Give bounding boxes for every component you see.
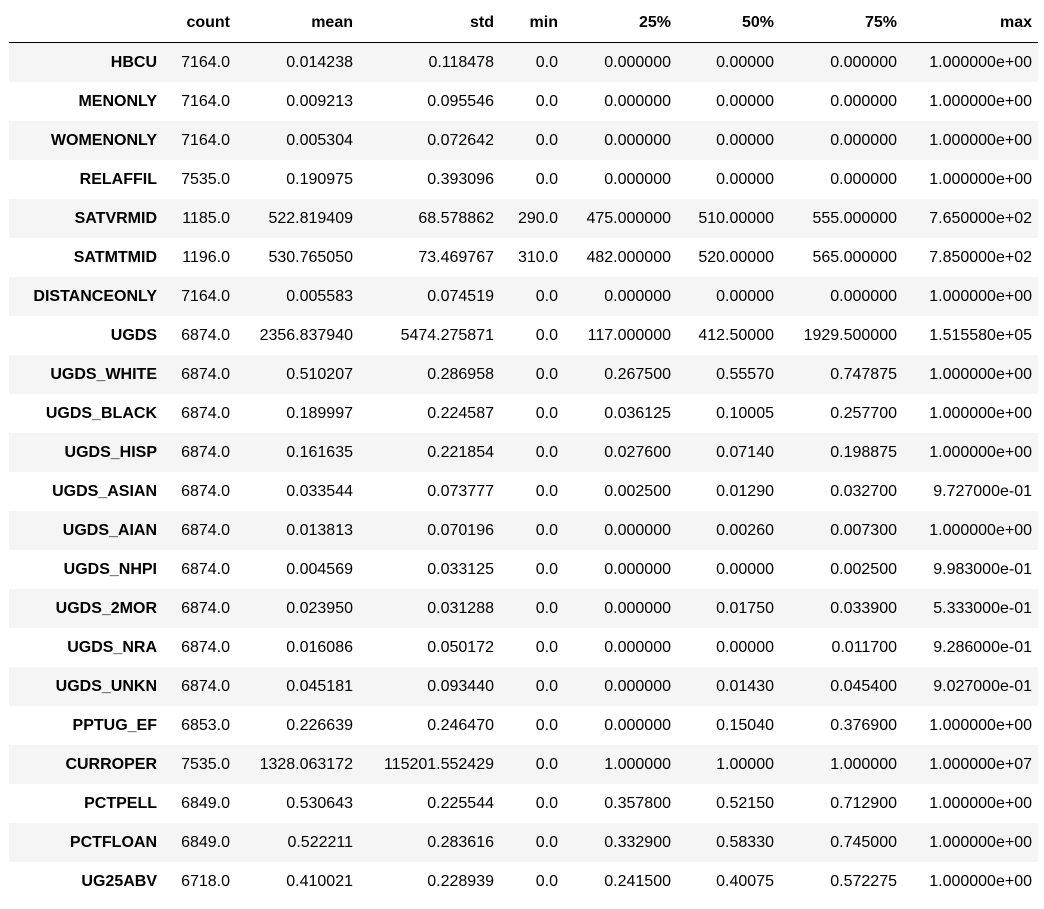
row-label: UGDS_NRA <box>67 638 157 656</box>
cell-50pct: 0.58330 <box>716 833 774 851</box>
cell-count: 1196.0 <box>182 248 230 266</box>
cell-mean: 530.765050 <box>268 248 353 266</box>
cell-max: 1.000000e+00 <box>929 365 1032 383</box>
row-label: SATMTMID <box>73 248 157 266</box>
cell-std: 0.031288 <box>427 599 494 617</box>
cell-50pct: 0.00000 <box>716 131 774 149</box>
cell-std: 0.246470 <box>427 716 494 734</box>
cell-mean: 0.530643 <box>286 794 353 812</box>
cell-min: 0.0 <box>535 131 558 149</box>
cell-min: 0.0 <box>535 443 558 461</box>
table-header <box>9 4 1038 43</box>
cell-max: 1.000000e+00 <box>929 53 1032 71</box>
cell-min: 0.0 <box>535 404 558 422</box>
cell-mean: 0.045181 <box>286 677 353 695</box>
table-row <box>9 394 1038 433</box>
cell-75pct: 0.032700 <box>830 482 897 500</box>
table-row <box>9 355 1038 394</box>
cell-max: 1.000000e+00 <box>929 521 1032 539</box>
table-row <box>9 667 1038 706</box>
cell-50pct: 0.00000 <box>716 287 774 305</box>
cell-50pct: 0.01290 <box>716 482 774 500</box>
column-header-count: count <box>163 4 236 43</box>
cell-min: 0.0 <box>535 170 558 188</box>
cell-count: 6874.0 <box>181 521 230 539</box>
cell-std: 73.469767 <box>418 248 494 266</box>
cell-max: 1.515580e+05 <box>929 326 1032 344</box>
row-label: CURROPER <box>65 755 157 773</box>
cell-25pct: 0.241500 <box>604 872 671 890</box>
cell-min: 0.0 <box>535 92 558 110</box>
index-header <box>9 4 163 43</box>
row-label: UGDS_UNKN <box>55 677 157 695</box>
cell-max: 9.027000e-01 <box>933 677 1032 695</box>
cell-min: 0.0 <box>535 521 558 539</box>
cell-std: 0.228939 <box>427 872 494 890</box>
cell-min: 0.0 <box>535 53 558 71</box>
cell-mean: 0.522211 <box>287 833 353 851</box>
cell-25pct: 0.267500 <box>604 365 671 383</box>
table-row <box>9 199 1038 238</box>
cell-75pct: 555.000000 <box>812 209 897 227</box>
table-row <box>9 316 1038 355</box>
cell-75pct: 0.000000 <box>830 170 897 188</box>
cell-min: 0.0 <box>535 677 558 695</box>
cell-mean: 0.016086 <box>286 638 353 656</box>
cell-count: 7164.0 <box>181 287 230 305</box>
cell-50pct: 412.50000 <box>698 326 774 344</box>
cell-mean: 0.161635 <box>286 443 353 461</box>
cell-50pct: 0.01430 <box>716 677 774 695</box>
cell-max: 1.000000e+00 <box>929 872 1032 890</box>
header-row <box>9 4 1038 43</box>
cell-50pct: 0.00000 <box>716 53 774 71</box>
cell-mean: 0.005583 <box>286 287 353 305</box>
row-label: UGDS_NHPI <box>63 560 157 578</box>
row-label: UGDS_2MOR <box>55 599 157 617</box>
table-body <box>9 43 1038 902</box>
cell-min: 290.0 <box>517 209 558 227</box>
cell-count: 6849.0 <box>181 794 230 812</box>
table-row <box>9 550 1038 589</box>
cell-count: 6718.0 <box>181 872 230 890</box>
row-label: UGDS_WHITE <box>50 365 157 383</box>
cell-min: 0.0 <box>535 599 558 617</box>
table-row <box>9 160 1038 199</box>
cell-count: 6874.0 <box>181 638 230 656</box>
cell-min: 0.0 <box>535 638 558 656</box>
cell-75pct: 0.572275 <box>830 872 897 890</box>
cell-std: 0.050172 <box>427 638 494 656</box>
cell-min: 0.0 <box>535 365 558 383</box>
cell-mean: 0.005304 <box>286 131 353 149</box>
cell-50pct: 0.55570 <box>716 365 774 383</box>
row-label: RELAFFIL <box>79 170 157 188</box>
row-label: UGDS_HISP <box>64 443 157 461</box>
cell-std: 0.221854 <box>427 443 494 461</box>
cell-count: 7164.0 <box>181 53 230 71</box>
row-label: UGDS_BLACK <box>45 404 157 422</box>
cell-mean: 0.190975 <box>286 170 353 188</box>
cell-mean: 522.819409 <box>268 209 353 227</box>
cell-75pct: 0.011700 <box>831 638 897 656</box>
cell-count: 1185.0 <box>182 209 230 227</box>
cell-25pct: 475.000000 <box>586 209 671 227</box>
table-row <box>9 238 1038 277</box>
cell-count: 6874.0 <box>181 326 230 344</box>
cell-min: 0.0 <box>535 833 558 851</box>
cell-75pct: 0.747875 <box>830 365 897 383</box>
column-header-25pct: 25% <box>564 4 677 43</box>
table-row <box>9 121 1038 160</box>
cell-mean: 0.510207 <box>286 365 353 383</box>
cell-25pct: 482.000000 <box>586 248 671 266</box>
cell-max: 1.000000e+00 <box>929 833 1032 851</box>
cell-50pct: 0.00000 <box>716 560 774 578</box>
cell-25pct: 0.000000 <box>604 716 671 734</box>
cell-25pct: 0.000000 <box>604 599 671 617</box>
cell-max: 7.850000e+02 <box>929 248 1032 266</box>
cell-std: 68.578862 <box>418 209 494 227</box>
cell-25pct: 0.357800 <box>604 794 671 812</box>
cell-max: 9.727000e-01 <box>933 482 1032 500</box>
cell-50pct: 0.10005 <box>716 404 774 422</box>
cell-75pct: 0.712900 <box>830 794 897 812</box>
cell-25pct: 0.332900 <box>604 833 671 851</box>
cell-max: 5.333000e-01 <box>933 599 1032 617</box>
cell-std: 0.070196 <box>427 521 494 539</box>
row-label: DISTANCEONLY <box>33 287 157 305</box>
cell-max: 1.000000e+00 <box>929 443 1032 461</box>
column-header-mean: mean <box>236 4 359 43</box>
cell-25pct: 0.000000 <box>604 131 671 149</box>
row-label: UGDS_ASIAN <box>52 482 157 500</box>
cell-50pct: 0.00000 <box>716 170 774 188</box>
cell-max: 9.983000e-01 <box>933 560 1032 578</box>
row-label: UG25ABV <box>81 872 157 890</box>
table-row <box>9 82 1038 121</box>
table-row <box>9 433 1038 472</box>
cell-std: 0.073777 <box>427 482 494 500</box>
cell-25pct: 0.000000 <box>604 560 671 578</box>
table-row <box>9 706 1038 745</box>
column-header-max: max <box>903 4 1038 43</box>
cell-mean: 2356.837940 <box>259 326 353 344</box>
cell-mean: 0.013813 <box>286 521 353 539</box>
row-label: PCTPELL <box>84 794 157 812</box>
row-label: PPTUG_EF <box>72 716 157 734</box>
cell-75pct: 0.000000 <box>830 287 897 305</box>
cell-25pct: 1.000000 <box>604 755 671 773</box>
cell-50pct: 0.01750 <box>716 599 774 617</box>
cell-min: 0.0 <box>535 560 558 578</box>
cell-25pct: 0.000000 <box>604 53 671 71</box>
cell-75pct: 0.257700 <box>830 404 897 422</box>
cell-mean: 0.004569 <box>286 560 353 578</box>
cell-50pct: 0.15040 <box>716 716 774 734</box>
cell-max: 1.000000e+00 <box>929 716 1032 734</box>
row-label: UGDS_AIAN <box>62 521 157 539</box>
cell-75pct: 1929.500000 <box>803 326 897 344</box>
cell-std: 0.283616 <box>427 833 494 851</box>
cell-75pct: 0.002500 <box>830 560 897 578</box>
cell-count: 6874.0 <box>181 677 230 695</box>
cell-25pct: 0.000000 <box>604 92 671 110</box>
cell-mean: 0.226639 <box>286 716 353 734</box>
cell-std: 5474.275871 <box>400 326 494 344</box>
cell-count: 7164.0 <box>181 92 230 110</box>
cell-count: 6874.0 <box>181 443 230 461</box>
cell-25pct: 0.000000 <box>604 287 671 305</box>
cell-25pct: 0.027600 <box>604 443 671 461</box>
cell-75pct: 0.000000 <box>830 53 897 71</box>
row-label: PCTFLOAN <box>69 833 157 851</box>
cell-mean: 0.189997 <box>286 404 353 422</box>
table-row <box>9 589 1038 628</box>
cell-mean: 0.033544 <box>286 482 353 500</box>
row-label: HBCU <box>110 53 157 71</box>
cell-75pct: 1.000000 <box>830 755 897 773</box>
cell-max: 1.000000e+00 <box>929 131 1032 149</box>
cell-25pct: 0.036125 <box>604 404 671 422</box>
row-label: SATVRMID <box>74 209 157 227</box>
cell-50pct: 0.00260 <box>716 521 774 539</box>
table-row <box>9 628 1038 667</box>
column-header-75pct: 75% <box>780 4 903 43</box>
cell-count: 6874.0 <box>181 482 230 500</box>
column-header-50pct: 50% <box>677 4 780 43</box>
cell-75pct: 0.198875 <box>830 443 897 461</box>
cell-50pct: 0.52150 <box>716 794 774 812</box>
cell-count: 7535.0 <box>181 170 230 188</box>
cell-75pct: 0.033900 <box>830 599 897 617</box>
cell-max: 1.000000e+00 <box>929 287 1032 305</box>
cell-25pct: 0.000000 <box>604 638 671 656</box>
table-row <box>9 745 1038 784</box>
cell-std: 0.033125 <box>427 560 494 578</box>
cell-count: 6874.0 <box>181 404 230 422</box>
cell-50pct: 0.00000 <box>716 92 774 110</box>
cell-count: 6849.0 <box>181 833 230 851</box>
cell-count: 6853.0 <box>181 716 230 734</box>
row-label: WOMENONLY <box>50 131 157 149</box>
cell-max: 1.000000e+07 <box>929 755 1032 773</box>
cell-mean: 1328.063172 <box>259 755 353 773</box>
table-row <box>9 472 1038 511</box>
cell-min: 0.0 <box>535 287 558 305</box>
cell-min: 0.0 <box>535 755 558 773</box>
cell-25pct: 0.000000 <box>604 170 671 188</box>
cell-std: 0.393096 <box>427 170 494 188</box>
cell-75pct: 0.000000 <box>830 131 897 149</box>
cell-25pct: 0.002500 <box>604 482 671 500</box>
cell-std: 0.225544 <box>427 794 494 812</box>
table-row <box>9 511 1038 550</box>
cell-std: 0.224587 <box>427 404 494 422</box>
cell-count: 6874.0 <box>181 365 230 383</box>
table-row <box>9 823 1038 862</box>
cell-count: 6874.0 <box>181 599 230 617</box>
cell-75pct: 0.376900 <box>830 716 897 734</box>
cell-75pct: 0.745000 <box>830 833 897 851</box>
cell-50pct: 520.00000 <box>698 248 774 266</box>
cell-mean: 0.009213 <box>286 92 353 110</box>
cell-std: 0.074519 <box>427 287 494 305</box>
describe-table <box>9 4 1038 901</box>
cell-75pct: 565.000000 <box>812 248 897 266</box>
cell-max: 1.000000e+00 <box>929 794 1032 812</box>
cell-25pct: 117.000000 <box>587 326 671 344</box>
cell-50pct: 510.00000 <box>698 209 774 227</box>
cell-min: 310.0 <box>517 248 558 266</box>
cell-max: 1.000000e+00 <box>929 92 1032 110</box>
cell-mean: 0.410021 <box>286 872 353 890</box>
cell-50pct: 1.00000 <box>716 755 774 773</box>
cell-std: 0.286958 <box>427 365 494 383</box>
cell-max: 1.000000e+00 <box>929 170 1032 188</box>
cell-25pct: 0.000000 <box>604 521 671 539</box>
cell-min: 0.0 <box>535 716 558 734</box>
cell-min: 0.0 <box>535 872 558 890</box>
cell-std: 0.095546 <box>427 92 494 110</box>
cell-std: 0.118478 <box>428 53 494 71</box>
cell-max: 9.286000e-01 <box>933 638 1032 656</box>
cell-75pct: 0.045400 <box>830 677 897 695</box>
row-label: UGDS <box>110 326 157 344</box>
column-header-std: std <box>359 4 500 43</box>
cell-min: 0.0 <box>535 482 558 500</box>
cell-min: 0.0 <box>535 326 558 344</box>
table-row <box>9 862 1038 901</box>
cell-count: 7535.0 <box>181 755 230 773</box>
cell-50pct: 0.07140 <box>716 443 774 461</box>
cell-50pct: 0.40075 <box>716 872 774 890</box>
cell-50pct: 0.00000 <box>716 638 774 656</box>
table-row <box>9 43 1038 83</box>
cell-mean: 0.023950 <box>286 599 353 617</box>
cell-75pct: 0.007300 <box>830 521 897 539</box>
table-row <box>9 784 1038 823</box>
cell-count: 7164.0 <box>181 131 230 149</box>
cell-mean: 0.014238 <box>286 53 353 71</box>
cell-25pct: 0.000000 <box>604 677 671 695</box>
cell-75pct: 0.000000 <box>830 92 897 110</box>
cell-count: 6874.0 <box>181 560 230 578</box>
cell-max: 1.000000e+00 <box>929 404 1032 422</box>
table-row <box>9 277 1038 316</box>
row-label: MENONLY <box>78 92 157 110</box>
cell-std: 0.072642 <box>427 131 494 149</box>
cell-std: 0.093440 <box>427 677 494 695</box>
cell-max: 7.650000e+02 <box>929 209 1032 227</box>
cell-min: 0.0 <box>535 794 558 812</box>
column-header-min: min <box>500 4 564 43</box>
cell-std: 115201.552429 <box>383 755 494 773</box>
